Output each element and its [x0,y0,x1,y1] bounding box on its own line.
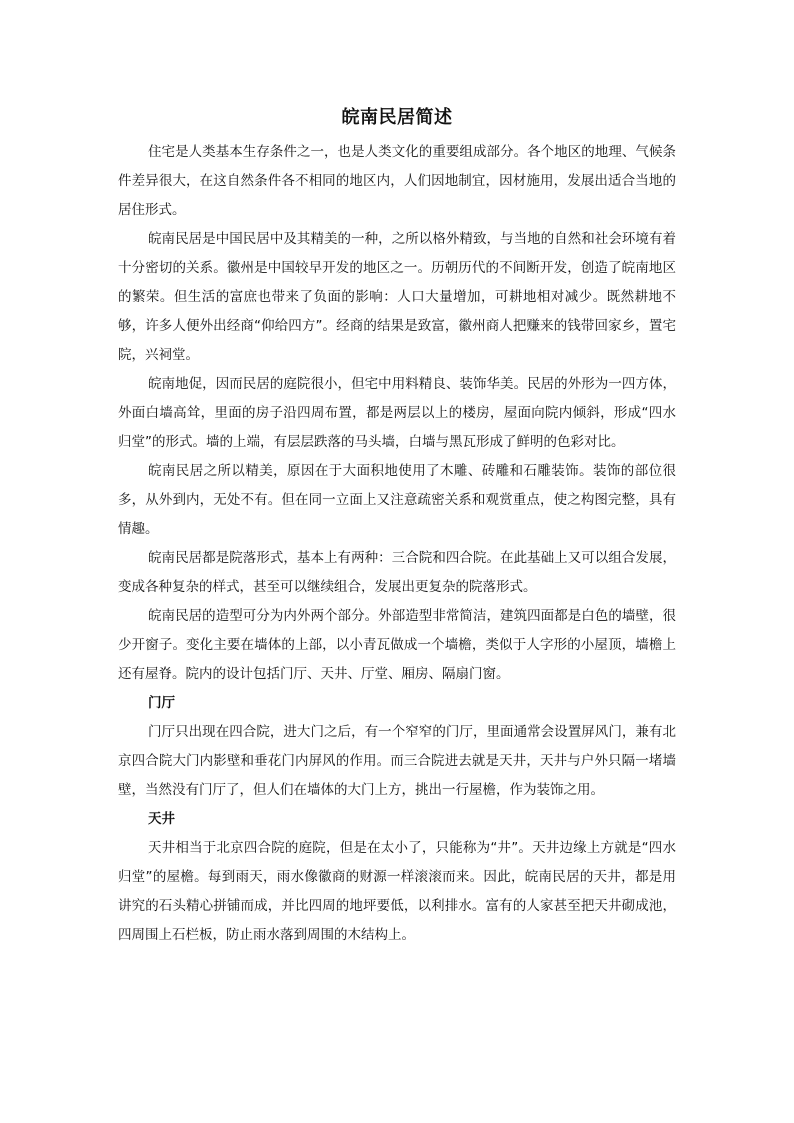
document-page [118,104,676,950]
paragraph-intro: 住宅是人类基本生存条件之一，也是人类文化的重要组成部分。各个地区的地理、气候条件差异很大，在这自然条件各不相同的地区内，人们因地制宜，因材施用，发展出适合当地的居住形式。 [118,144,676,218]
paragraph-history: 皖南民居是中国民居中及其精美的一种，之所以格外精致，与当地的自然和社会环境有着十分密切的关系。徽州是中国较早开发的地区之一。历朝历代的不间断开发，创造了皖南地区的繁荣。但生活的富庶也带来了负面的影响：人口大量增加，可耕地相对减少。既然耕地不够，许多人便外出经商“仰给四方”。经商的结果是致富，徽州商人把赚来的钱带回家乡，置宅院，兴祠堂。 [118,231,676,363]
document-title: 皖南民居简述 [341,107,453,128]
section-heading-menting: 门厅 [148,695,175,711]
paragraph-structure: 皖南民居的造型可分为内外两个部分。外部造型非常简洁，建筑四面都是白色的墙壁，很少开窗子。变化主要在墙体的上部，以小青瓦做成一个墙檐，类似于人字形的小屋顶，墙檐上还有屋脊。院内的设计包括门厅、天井、厅堂、厢房、隔扇门窗。 [118,608,676,682]
paragraph-menting: 门厅只出现在四合院，进大门之后，有一个窄窄的门厅，里面通常会设置屏风门，兼有北京四合院大门内影壁和垂花门内屏风的作用。而三合院进去就是天井，天井与户外只隔一堵墙壁，当然没有门厅了，但人们在墙体的大门上方，挑出一行屋檐，作为装饰之用。 [118,724,676,798]
paragraph-decoration: 皖南民居之所以精美，原因在于大面积地使用了木雕、砖雕和石雕装饰。装饰的部位很多，从外到内，无处不有。但在同一立面上又注意疏密关系和观赏重点，使之构图完整，具有情趣。 [118,463,676,537]
paragraph-tianjing: 天井相当于北京四合院的庭院，但是在太小了，只能称为“井”。天井边缘上方就是“四水归堂”的屋檐。每到雨天，雨水像徽商的财源一样滚滚而来。因此，皖南民居的天井，都是用讲究的石头精心拼铺而成，并比四周的地坪要低，以利排水。富有的人家甚至把天井砌成池，四周围上石栏板，防止雨水落到周围的木结构上。 [118,840,676,943]
section-heading-tianjing: 天井 [148,811,175,827]
paragraph-form: 皖南地促，因而民居的庭院很小，但宅中用料精良、装饰华美。民居的外形为一四方体，外面白墙高耸，里面的房子沿四周布置，都是两层以上的楼房，屋面向院内倾斜，形成“四水归堂”的形式。墙的上端，有层层跌落的马头墙，白墙与黑瓦形成了鲜明的色彩对比。 [118,376,676,450]
paragraph-courtyard-types: 皖南民居都是院落形式，基本上有两种：三合院和四合院。在此基础上又可以组合发展，变成各种复杂的样式，甚至可以继续组合，发展出更复杂的院落形式。 [118,550,676,595]
